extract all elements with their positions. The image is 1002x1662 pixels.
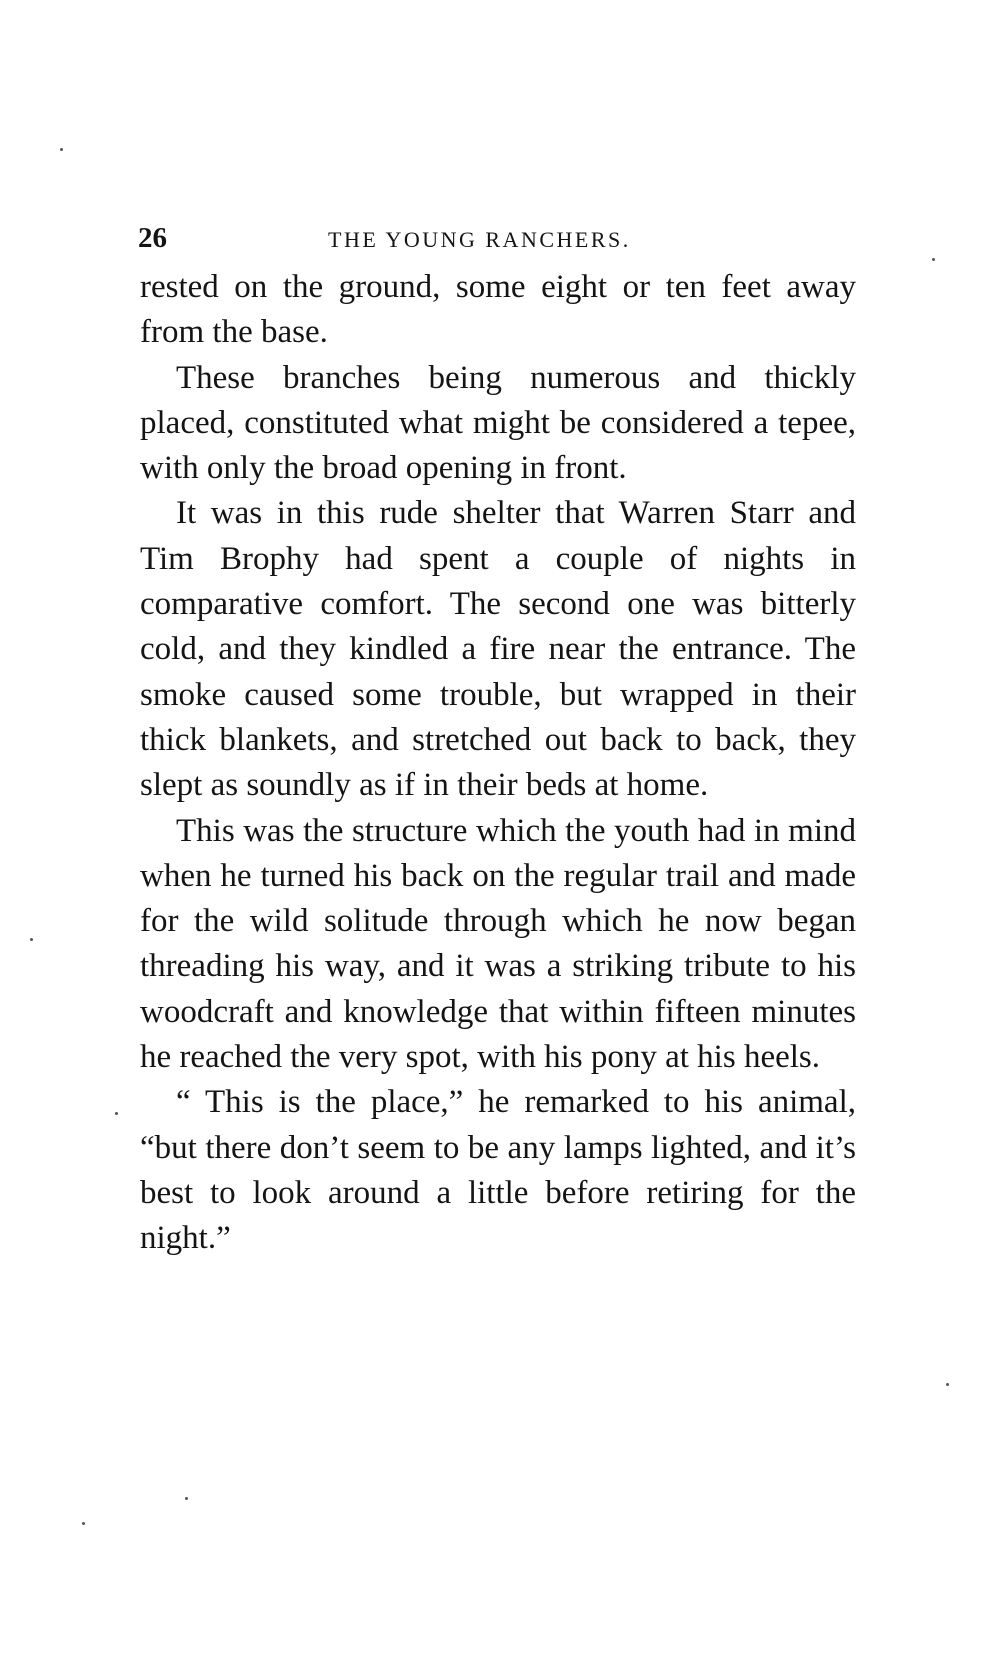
paragraph: It was in this rude shelter that Warren Starr and Tim Brophy had spent a couple of nights in comparative comfort. The second one was bitterly cold, and they kindled a fire near the entrance. The smoke caused some trouble, but wrapped in their thick blankets, and stretched out back to back, they slept as soundly as if in their beds at home. xyxy=(140,495,856,804)
paragraph: This was the structure which the youth had in mind when he turned his back on the regular trail and made for the wild solitude through which he now began threading his way, and it was a striking tribute to his woodcraft and knowledge that within fifteen minutes he reached the very spot, with his pony at his heels. xyxy=(140,812,856,1076)
paragraph: rested on the ground, some eight or ten feet away from the base. xyxy=(140,269,856,351)
paper-speck xyxy=(115,1112,118,1115)
paper-speck xyxy=(60,148,63,151)
paper-speck xyxy=(82,1522,85,1525)
paper-speck xyxy=(946,1383,949,1386)
paper-speck xyxy=(185,1497,188,1500)
running-head: THE YOUNG RANCHERS. xyxy=(328,227,631,252)
page-header xyxy=(138,222,884,262)
page-number: 26 xyxy=(138,222,167,254)
paragraph: “ This is the place,” he remarked to his animal, “but there don’t seem to be any lamps lighted, and it’s best to look around a little before retiring for the night.” xyxy=(140,1084,856,1257)
paragraph: These branches being numerous and thickly placed, constituted what might be considered a tepee, with only the broad opening in front. xyxy=(140,359,856,487)
body-text xyxy=(140,265,856,1262)
paper-speck xyxy=(30,938,33,941)
paper-speck xyxy=(932,258,935,261)
